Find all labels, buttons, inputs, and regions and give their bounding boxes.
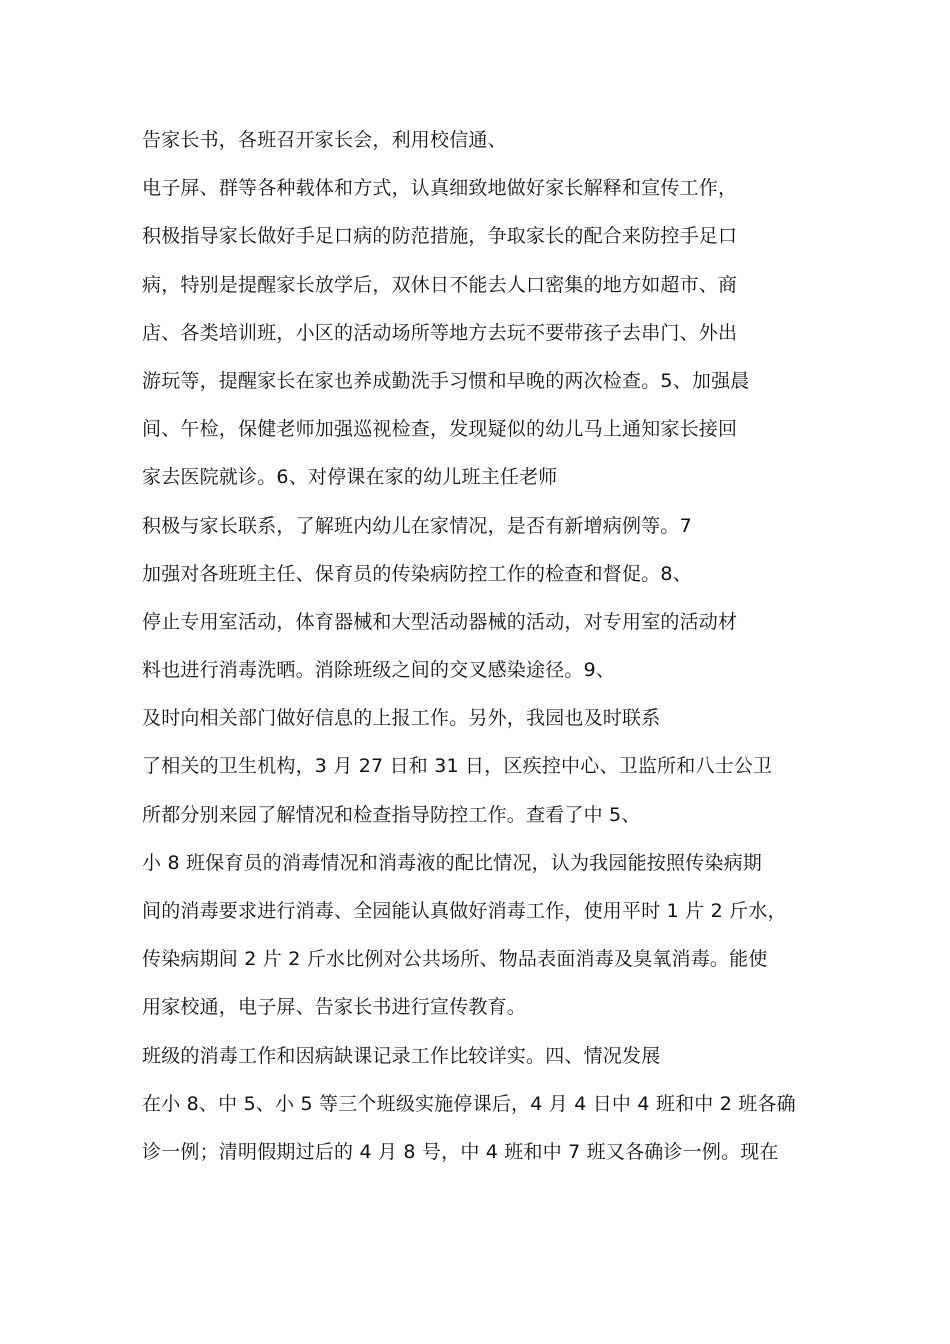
text-line: 用家校通，电子屏、告家长书进行宣传教育。 xyxy=(142,996,527,1019)
document-body xyxy=(142,122,842,1182)
text-line: 间的消毒要求进行消毒、全园能认真做好消毒工作，使用平时 1 片 2 斤水， xyxy=(142,900,787,922)
text-line: 积极指导家长做好手足口病的防范措施，争取家长的配合来防控手足口 xyxy=(142,225,738,248)
text-line: 告家长书，各班召开家长会，利用校信通、 xyxy=(142,129,507,151)
text-line: 间、午检，保健老师加强巡视检查，发现疑似的幼儿马上通知家长接回 xyxy=(142,418,738,441)
text-line: 加强对各班班主任、保育员的传染病防控工作的检查和督促。8、 xyxy=(142,562,692,585)
text-line: 传染病期间 2 片 2 斤水比例对公共场所、物品表面消毒及臭氧消毒。能使 xyxy=(142,948,768,971)
text-line: 停止专用室活动，体育器械和大型活动器械的活动，对专用室的活动材 xyxy=(142,610,738,633)
text-line: 小 8 班保育员的消毒情况和消毒液的配比情况，认为我园能按照传染病期 xyxy=(142,851,762,874)
text-line: 店、各类培训班，小区的活动场所等地方去玩不要带孩子去串门、外出 xyxy=(142,321,738,344)
text-line: 所都分别来园了解情况和检查指导防控工作。查看了中 5、 xyxy=(142,803,641,826)
text-line: 家去医院就诊。6、对停课在家的幼儿班主任老师 xyxy=(142,466,558,489)
text-line: 诊一例；清明假期过后的 4 月 8 号，中 4 班和中 7 班又各确诊一例。现在 xyxy=(142,1140,779,1163)
text-line: 及时向相关部门做好信息的上报工作。另外，我园也及时联系 xyxy=(142,707,661,730)
text-line: 班级的消毒工作和因病缺课记录工作比较详实。四、情况发展 xyxy=(142,1044,661,1067)
text-line: 电子屏、群等各种载体和方式，认真细致地做好家长解释和宣传工作， xyxy=(142,177,738,200)
text-line: 了相关的卫生机构，3 月 27 日和 31 日，区疾控中心、卫监所和八士公卫 xyxy=(142,755,773,778)
text-line: 料也进行消毒洗晒。消除班级之间的交叉感染途径。9、 xyxy=(142,659,616,682)
text-line: 积极与家长联系，了解班内幼儿在家情况，是否有新增病例等。7 xyxy=(142,514,692,537)
text-line: 在小 8、中 5、小 5 等三个班级实施停课后，4 月 4 日中 4 班和中 2 班各确 xyxy=(142,1092,796,1115)
text-line: 游玩等，提醒家长在家也养成勤洗手习惯和早晚的两次检查。5、加强晨 xyxy=(142,369,750,392)
text-line: 病，特别是提醒家长放学后，双休日不能去人口密集的地方如超市、商 xyxy=(142,273,738,296)
